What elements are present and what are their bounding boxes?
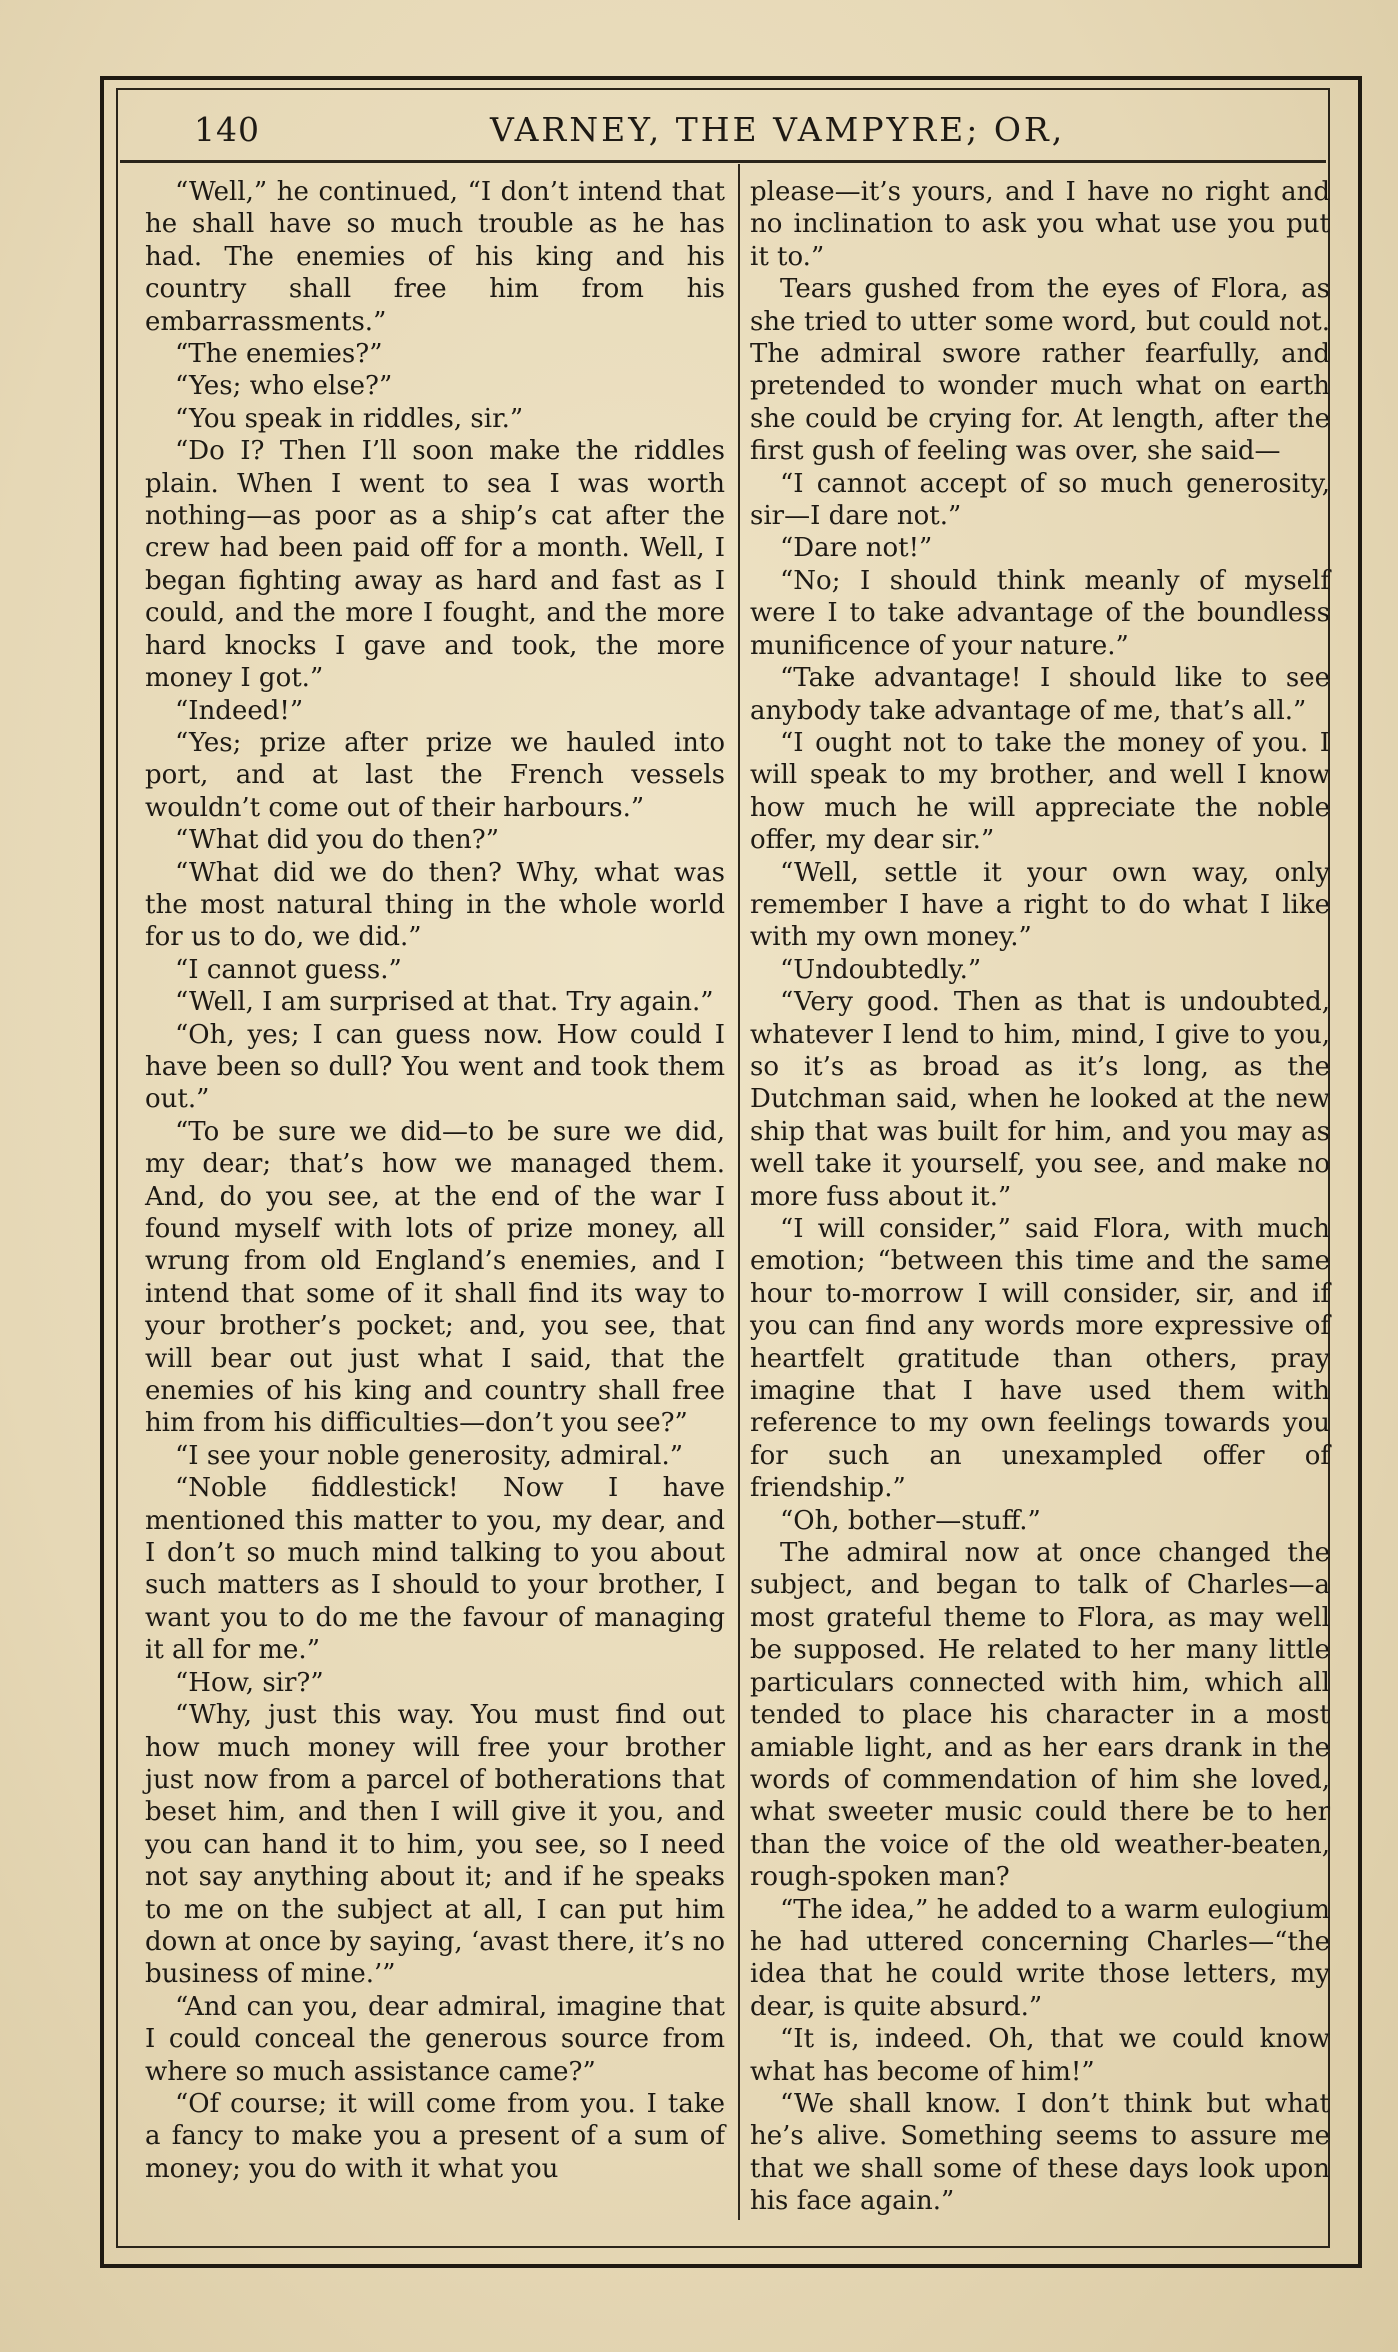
paragraph: “Well, settle it your own way, only remember I have a right to do what I like with my own money.” <box>750 857 1330 953</box>
paragraph: “Oh, yes; I can guess now. How could I have been so dull? You went and took them out.” <box>145 1019 725 1115</box>
left-text-column <box>145 176 725 2185</box>
paragraph: “I will consider,” said Flora, with much emotion; “between this time and the same hour to-morrow I will consider, sir, and if you can find any words more expressive of heartfelt gratitude than others, pray imagine that I have used them with reference to my own feelings towards you for such an unexampled offer of friendship.” <box>750 1214 1330 1504</box>
paragraph: “Very good. Then as that is undoubted, whatever I lend to him, mind, I give to you, so it’s as broad as it’s long, as the Dutchman said, when he looked at the new ship that was built for him, and you may as well take it yourself, you see, and make no more fuss about it.” <box>750 987 1330 1212</box>
paragraph: please—it’s yours, and I have no right and no inclination to ask you what use you put it to.” <box>750 177 1330 272</box>
paragraph: “Of course; it will come from you. I take a fancy to make you a present of a sum of money; you do with it what you <box>145 2088 725 2184</box>
paragraph: “Take advantage! I should like to see anybody take advantage of me, that’s all.” <box>750 663 1330 726</box>
header-rule <box>120 160 1326 163</box>
paragraph: “We shall know. I don’t think but what he’s alive. Something seems to assure me that we shall some of these days look upon his face again.” <box>750 2088 1330 2217</box>
paragraph: “What did you do then?” <box>175 825 500 856</box>
paragraph: The admiral now at once changed the subject, and began to talk of Charles—a most grateful theme to Flora, as may well be supposed. He related to her many little particulars connected with him, which all tended to place his character in a most amiable light, and as her ears drank in the words of commendation of him she loved, what sweeter music could there be to her than the voice of the old weather-beaten, rough-spoken man? <box>750 1538 1330 1893</box>
running-title: VARNEY, THE VAMPYRE; OR, <box>490 110 1066 149</box>
paragraph: “The enemies?” <box>175 339 383 370</box>
paragraph: “Why, just this way. You must find out how much money will free your brother just now from a parcel of botherations that beset him, and then I will give it you, and you can hand it to him, you see, so I need not say anything about it; and if he speaks to me on the subject at all, I can put him down at once by saying, ‘avast there, it’s no business of mine.’” <box>145 1700 725 1990</box>
paragraph: “Well, I am surprised at that. Try again.” <box>175 987 714 1018</box>
column-divider <box>738 164 740 2220</box>
paragraph: “How, sir?” <box>175 1667 324 1698</box>
paragraph: “I ought not to take the money of you. I will speak to my brother, and well I know how much he will appreciate the noble offer, my dear sir.” <box>750 727 1330 856</box>
paragraph: “And can you, dear admiral, imagine that I could conceal the generous source from where so much assistance came?” <box>145 1991 725 2087</box>
paragraph: “To be sure we did—to be sure we did, my dear; that’s how we managed them. And, do you see, at the end of the war I found myself with lots of prize money, all wrung from old England’s enemies, and I intend that some of it shall find its way to your brother’s pocket; and, you see, that will bear out just what I said, that the enemies of his king and country shall free him from his difficulties—don’t you see?” <box>145 1116 725 1439</box>
paragraph: “Noble fiddlestick! Now I have mentioned this matter to you, my dear, and I don’t so much mind talking to you about such matters as I should to your brother, I want you to do me the favour of managing it all for me.” <box>145 1473 725 1666</box>
paragraph: “I cannot guess.” <box>175 954 402 985</box>
paragraph: “I see your noble generosity, admiral.” <box>175 1440 684 1471</box>
right-text-column <box>750 176 1330 2218</box>
paragraph: “Well,” he continued, “I don’t intend that he shall have so much trouble as he has had. The enemies of his king and his country shall free him from his embarrassments.” <box>145 177 725 337</box>
paragraph: “Do I? Then I’ll soon make the riddles plain. When I went to sea I was worth nothing—as poor as a ship’s cat after the crew had been paid off for a month. Well, I began fighting away as hard and fast as I could, and the more I fought, and the more hard knocks I gave and took, the more money I got.” <box>145 436 725 694</box>
page-header <box>120 100 1326 158</box>
paragraph: “Yes; prize after prize we hauled into port, and at last the French vessels wouldn’t come out of their harbours.” <box>145 727 725 823</box>
paragraph: “Oh, bother—stuff.” <box>780 1505 1041 1536</box>
paragraph: “Dare not!” <box>780 533 933 564</box>
paragraph: “Undoubtedly.” <box>780 954 982 985</box>
paragraph: “The idea,” he added to a warm eulogium he had uttered concerning Charles—“the idea that he could write those letters, my dear, is quite absurd.” <box>750 1894 1330 2022</box>
paragraph: “What did we do then? Why, what was the most natural thing in the whole world for us to do, we did.” <box>145 857 725 953</box>
paragraph: “No; I should think meanly of myself were I to take advantage of the boundless munificence of your nature.” <box>750 565 1330 661</box>
page-number: 140 <box>194 110 260 149</box>
paragraph: “Indeed!” <box>175 695 304 726</box>
paragraph: “You speak in riddles, sir.” <box>175 403 524 434</box>
paragraph: Tears gushed from the eyes of Flora, as she tried to utter some word, but could not. The admiral swore rather fearfully, and pretended to wonder much what on earth she could be crying for. At length, after the first gush of feeling was over, she said— <box>750 274 1330 467</box>
paragraph: “It is, indeed. Oh, that we could know what has become of him!” <box>750 2024 1330 2087</box>
paragraph: “I cannot accept of so much generosity, sir—I dare not.” <box>750 468 1330 532</box>
paragraph: “Yes; who else?” <box>175 371 393 402</box>
